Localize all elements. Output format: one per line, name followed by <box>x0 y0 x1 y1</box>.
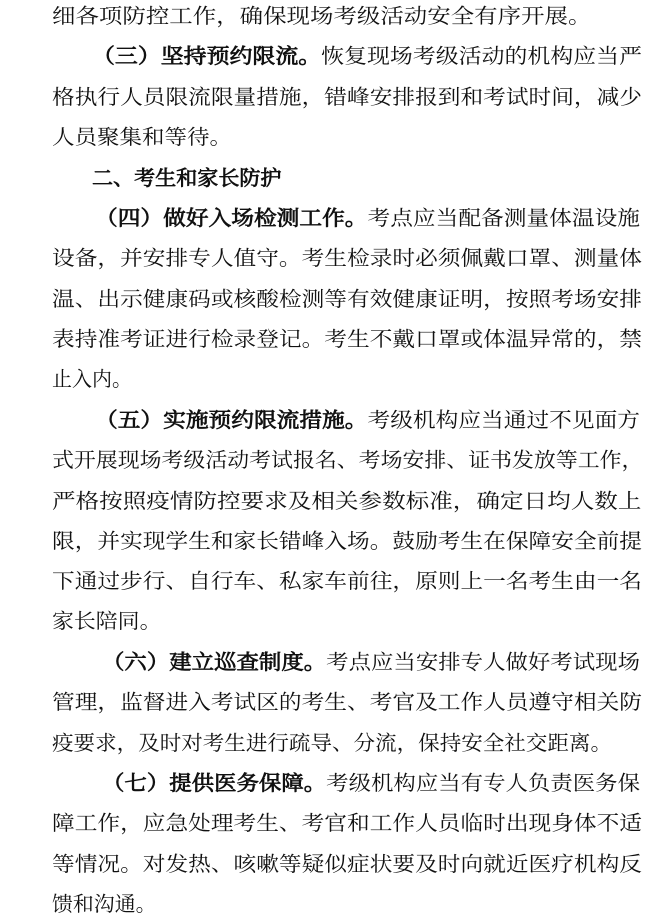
body-text: 止入内。 <box>52 367 132 391</box>
body-text-line <box>52 852 642 876</box>
body-text-line <box>52 246 642 270</box>
body-text: 人员聚集和等待。 <box>52 125 232 149</box>
paragraph-first-line <box>95 206 640 230</box>
body-text: 表持准考证进行检录登记。考生不戴口罩或体温异常的，禁 <box>52 327 642 351</box>
body-text: 恢复现场考级活动的机构应当严 <box>321 44 642 68</box>
section-heading <box>92 166 281 190</box>
body-text: 限，并实现学生和家长错峰入场。鼓励考生在保障安全前提 <box>52 529 642 553</box>
body-text-line <box>52 367 132 391</box>
body-text-line <box>52 489 641 513</box>
body-text: 考点应当安排专人做好考试现场 <box>326 650 640 674</box>
body-text-line <box>52 811 642 835</box>
body-text-line <box>52 85 642 109</box>
body-text: 家长陪同。 <box>52 609 162 633</box>
paragraph-lead: （三）坚持预约限流。 <box>92 44 322 68</box>
body-text: 等情况。对发热、咳嗽等疑似症状要及时向就近医疗机构反 <box>52 852 642 876</box>
body-text-line <box>52 609 161 633</box>
body-text: 考级机构应当通过不见面方 <box>367 408 640 432</box>
body-text: 严格按照疫情防控要求及相关参数标准，确定日均人数上 <box>52 489 642 513</box>
body-text: 馈和沟通。 <box>52 892 157 916</box>
body-text: 考级机构应当有专人负责医务保 <box>326 771 640 795</box>
body-text: 细各项防控工作，确保现场考级活动安全有序开展。 <box>52 4 592 28</box>
body-text-line <box>52 287 642 311</box>
body-text-line <box>52 569 642 593</box>
body-text: 温、出示健康码或核酸检测等有效健康证明，按照考场安排 <box>52 287 642 311</box>
body-text: 疫要求，及时对考生进行疏导、分流，保持安全社交距离。 <box>52 731 612 755</box>
paragraph-first-line <box>102 771 640 795</box>
paragraph-lead: （六）建立巡查制度。 <box>102 650 327 674</box>
paragraph-lead: （四）做好入场检测工作。 <box>95 206 368 230</box>
body-text-line <box>52 892 156 916</box>
body-text-line <box>52 4 591 28</box>
paragraph-lead: （五）实施预约限流措施。 <box>95 408 368 432</box>
body-text-line <box>52 690 642 714</box>
paragraph-first-line <box>95 408 640 432</box>
paragraph-first-line <box>102 650 640 674</box>
body-text: 式开展现场考级活动考试报名、考场安排、证书发放等工作， <box>52 448 644 472</box>
body-text: 考点应当配备测量体温设施 <box>367 206 640 230</box>
paragraph-lead: （七）提供医务保障。 <box>102 771 327 795</box>
body-text-line <box>52 731 612 755</box>
section-heading-text: 二、考生和家长防护 <box>92 166 282 190</box>
body-text-line <box>52 529 642 553</box>
paragraph-first-line <box>92 44 642 68</box>
body-text: 格执行人员限流限量措施，错峰安排报到和考试时间，减少 <box>52 85 642 109</box>
body-text: 下通过步行、自行车、私家车前往，原则上一名考生由一名 <box>52 569 642 593</box>
body-text-line <box>52 327 642 351</box>
body-text: 设备，并安排专人值守。考生检录时必须佩戴口罩、测量体 <box>52 246 642 270</box>
body-text: 管理，监督进入考试区的考生、考官及工作人员遵守相关防 <box>52 690 642 714</box>
body-text: 障工作，应急处理考生、考官和工作人员临时出现身体不适 <box>52 811 642 835</box>
body-text-line <box>52 125 232 149</box>
body-text-line <box>52 448 643 472</box>
